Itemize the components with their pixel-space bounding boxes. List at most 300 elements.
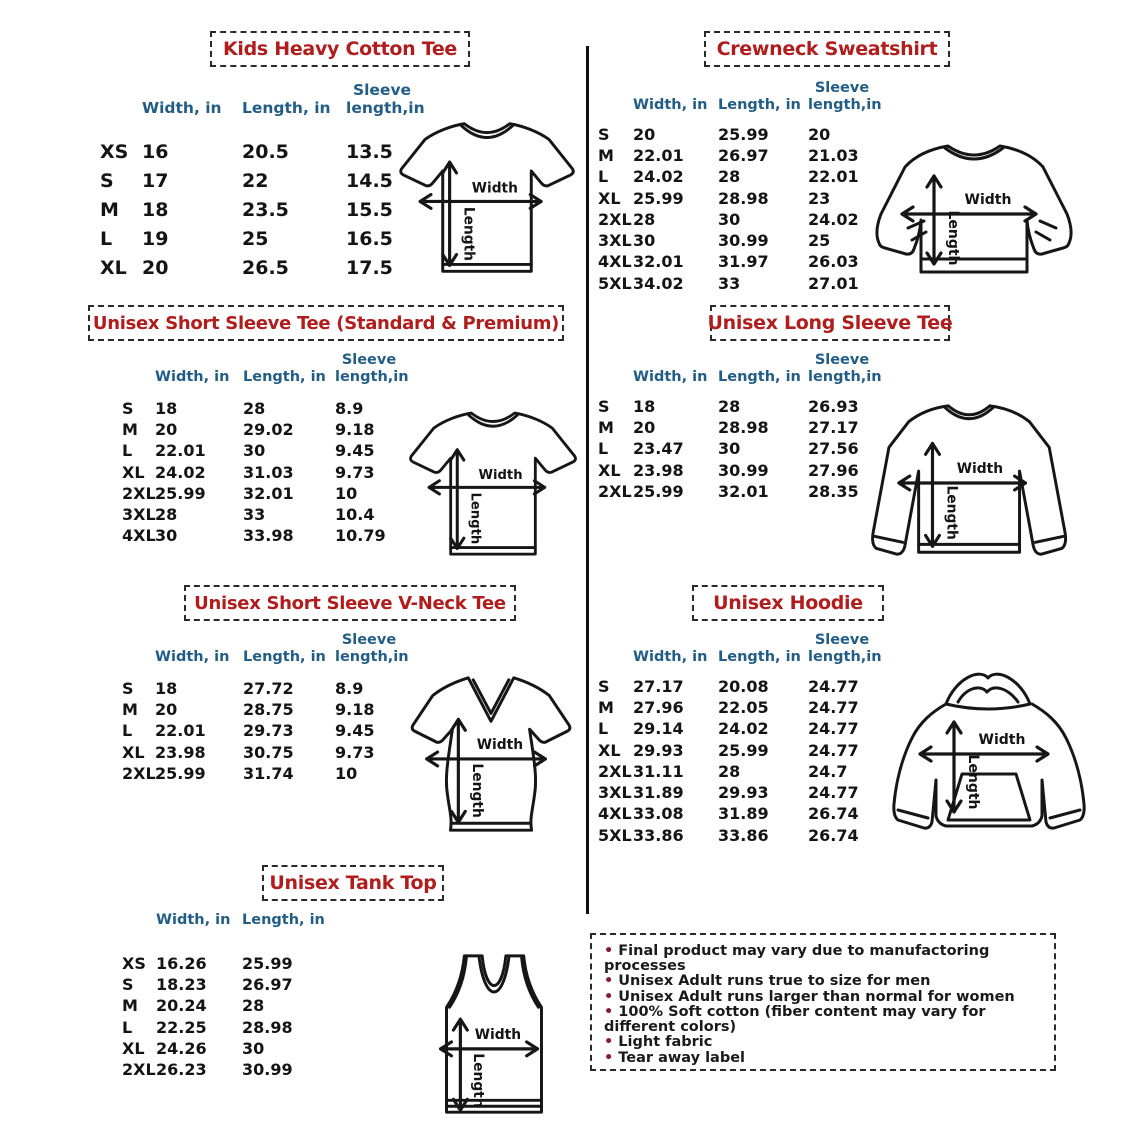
measurement-value: 30.99 bbox=[242, 1060, 293, 1080]
size-row bbox=[598, 460, 886, 481]
measurement-value: 28 bbox=[718, 761, 741, 781]
size-row bbox=[100, 196, 418, 225]
size-label: S bbox=[122, 678, 134, 698]
measurement-value: 31.03 bbox=[243, 462, 294, 482]
section-title-text: Unisex Hoodie bbox=[713, 592, 863, 614]
measurement-value: 15.5 bbox=[346, 198, 393, 221]
size-label: L bbox=[100, 227, 113, 250]
measurement-value: 24.02 bbox=[808, 209, 859, 229]
measurement-value: 28 bbox=[633, 209, 656, 229]
measurement-value: 28 bbox=[243, 398, 266, 418]
tank-top-size-table bbox=[122, 912, 342, 1081]
section-title-text: Unisex Short Sleeve V-Neck Tee bbox=[194, 592, 506, 614]
measurement-value: 18 bbox=[155, 398, 178, 418]
size-label: L bbox=[122, 1017, 133, 1037]
measurement-value: 8.9 bbox=[335, 678, 364, 698]
measurement-value: 10 bbox=[335, 483, 358, 503]
width-label: Width bbox=[978, 732, 1026, 748]
size-row bbox=[100, 167, 418, 196]
measurement-value: 27.17 bbox=[633, 676, 684, 696]
measurement-value: 26.03 bbox=[808, 252, 859, 272]
measurement-value: 22.25 bbox=[156, 1017, 207, 1037]
size-label: M bbox=[598, 145, 614, 165]
note-text: Unisex Adult runs true to size for men bbox=[618, 973, 931, 990]
width-column-header: Width, in bbox=[633, 368, 708, 385]
width-label: Width bbox=[964, 192, 1012, 208]
measurement-value: 30 bbox=[155, 526, 178, 546]
measurement-value: 30 bbox=[633, 231, 656, 251]
note-text: 100% Soft cotton (fiber content may vary for different colors) bbox=[604, 1003, 986, 1036]
measurement-value: 25.99 bbox=[633, 481, 684, 501]
measurement-value: 26.97 bbox=[718, 145, 769, 165]
measurement-value: 28 bbox=[718, 167, 741, 187]
measurement-value: 26.5 bbox=[242, 256, 289, 279]
size-row bbox=[100, 254, 418, 283]
size-label: 5XL bbox=[598, 273, 632, 293]
measurement-value: 34.02 bbox=[633, 273, 684, 293]
measurement-value: 31.89 bbox=[633, 783, 684, 803]
size-label: 2XL bbox=[598, 481, 632, 501]
measurement-value: 29.02 bbox=[243, 419, 294, 439]
size-row bbox=[122, 995, 342, 1016]
size-label: XL bbox=[122, 742, 145, 762]
measurement-value: 20.08 bbox=[718, 676, 769, 696]
measurement-value: 28 bbox=[155, 505, 178, 525]
measurement-value: 22.01 bbox=[633, 145, 684, 165]
measurement-value: 22.01 bbox=[155, 441, 206, 461]
size-label: XL bbox=[598, 740, 621, 760]
measurement-value: 24.77 bbox=[808, 783, 859, 803]
note-item bbox=[604, 1035, 1044, 1050]
bullet-icon: • bbox=[604, 1003, 614, 1020]
length-label: Length bbox=[965, 754, 981, 810]
table-body bbox=[122, 398, 415, 547]
size-label: S bbox=[598, 396, 610, 416]
measurement-value: 32.01 bbox=[633, 252, 684, 272]
width-column-header: Width, in bbox=[633, 648, 708, 665]
size-row bbox=[122, 504, 415, 525]
bullet-icon: • bbox=[604, 1034, 614, 1051]
size-row bbox=[122, 742, 415, 763]
section-title-text: Crewneck Sweatshirt bbox=[716, 38, 938, 60]
size-row bbox=[122, 462, 415, 483]
size-label: 4XL bbox=[122, 526, 156, 546]
size-row bbox=[122, 1017, 342, 1038]
table-header-row bbox=[598, 352, 886, 386]
measurement-value: 27.96 bbox=[808, 460, 859, 480]
size-row bbox=[598, 209, 886, 230]
measurement-value: 28 bbox=[242, 996, 265, 1016]
measurement-value: 25 bbox=[242, 227, 269, 250]
measurement-value: 33.98 bbox=[243, 526, 294, 546]
sleeve-column-header: Sleeve length,in bbox=[808, 352, 882, 385]
bullet-icon: • bbox=[604, 973, 614, 990]
size-row bbox=[598, 697, 886, 718]
section-title-unisex-vneck-tee bbox=[184, 585, 516, 621]
measurement-value: 17 bbox=[142, 169, 169, 192]
table-body bbox=[122, 678, 415, 784]
measurement-value: 9.18 bbox=[335, 419, 375, 439]
long-sleeve-tee-size-table bbox=[598, 352, 886, 502]
size-label: 3XL bbox=[598, 783, 632, 803]
size-row bbox=[598, 396, 886, 417]
measurement-value: 24.26 bbox=[156, 1039, 207, 1058]
measurement-value: 27.17 bbox=[808, 417, 859, 437]
size-label: 2XL bbox=[122, 1060, 156, 1080]
measurement-value: 20.24 bbox=[156, 996, 207, 1016]
measurement-value: 25.99 bbox=[155, 483, 206, 503]
section-title-text: Unisex Short Sleeve Tee (Standard & Premium) bbox=[92, 312, 560, 334]
measurement-value: 24.02 bbox=[718, 719, 769, 739]
measurement-value: 27.96 bbox=[633, 697, 684, 717]
size-row bbox=[598, 676, 886, 697]
size-label: 4XL bbox=[598, 804, 632, 824]
size-label: L bbox=[122, 721, 133, 741]
table-header-row bbox=[100, 81, 425, 118]
size-label: 2XL bbox=[122, 763, 156, 783]
measurement-value: 33.86 bbox=[718, 825, 769, 845]
length-label: Length bbox=[945, 210, 961, 266]
size-label: XS bbox=[100, 140, 129, 163]
size-label: XL bbox=[122, 1039, 145, 1058]
measurement-value: 27.56 bbox=[808, 439, 859, 459]
measurement-value: 29.93 bbox=[718, 783, 769, 803]
measurement-value: 33.08 bbox=[633, 804, 684, 824]
width-label: Width bbox=[956, 461, 1004, 478]
size-row bbox=[598, 740, 886, 761]
measurement-value: 19 bbox=[142, 227, 169, 250]
table-header-row bbox=[598, 632, 886, 666]
measurement-value: 30 bbox=[243, 441, 266, 461]
measurement-value: 28.98 bbox=[718, 188, 769, 208]
vneck-tee-illustration bbox=[398, 662, 584, 848]
width-column-header: Width, in bbox=[155, 368, 230, 385]
measurement-value: 20 bbox=[142, 256, 169, 279]
measurement-value: 29.73 bbox=[243, 721, 294, 741]
size-label: 2XL bbox=[598, 209, 632, 229]
measurement-value: 33 bbox=[243, 505, 266, 525]
note-text: Tear away label bbox=[618, 1049, 746, 1066]
size-row bbox=[122, 1038, 342, 1059]
measurement-value: 14.5 bbox=[346, 169, 393, 192]
width-label: Width bbox=[476, 737, 524, 754]
size-row bbox=[598, 782, 886, 803]
measurement-value: 31.11 bbox=[633, 761, 684, 781]
bullet-icon: • bbox=[604, 988, 614, 1005]
measurement-value: 30.99 bbox=[718, 231, 769, 251]
measurement-value: 30 bbox=[718, 439, 741, 459]
measurement-value: 25.99 bbox=[718, 740, 769, 760]
measurement-value: 20 bbox=[633, 417, 656, 437]
size-label: XL bbox=[598, 188, 621, 208]
size-label: M bbox=[122, 996, 138, 1016]
size-label: S bbox=[122, 398, 134, 418]
size-label: 3XL bbox=[122, 505, 156, 525]
size-row bbox=[100, 225, 418, 254]
measurement-value: 8.9 bbox=[335, 398, 364, 418]
size-row bbox=[598, 145, 886, 166]
note-item bbox=[604, 944, 1044, 974]
bullet-icon: • bbox=[604, 1049, 614, 1066]
sleeve-column-header: Sleeve length,in bbox=[346, 81, 425, 117]
note-item bbox=[604, 974, 1044, 989]
size-label: 3XL bbox=[598, 231, 632, 251]
size-row bbox=[122, 483, 415, 504]
size-label: L bbox=[598, 719, 609, 739]
measurement-value: 30 bbox=[718, 209, 741, 229]
measurement-value: 9.45 bbox=[335, 721, 375, 741]
measurement-value: 26.23 bbox=[156, 1060, 207, 1080]
size-label: S bbox=[122, 975, 134, 995]
measurement-value: 24.77 bbox=[808, 740, 859, 760]
tank-top-illustration bbox=[416, 944, 572, 1128]
size-row bbox=[598, 230, 886, 251]
size-label: XL bbox=[598, 460, 621, 480]
size-row bbox=[100, 138, 418, 167]
size-label: M bbox=[122, 699, 138, 719]
section-title-text: Unisex Tank Top bbox=[269, 872, 437, 894]
size-row bbox=[122, 525, 415, 546]
length-column-header: Length, in bbox=[718, 96, 801, 113]
size-row bbox=[122, 398, 415, 419]
section-title-kids-heavy-cotton-tee bbox=[210, 31, 470, 67]
size-row bbox=[122, 440, 415, 461]
measurement-value: 18 bbox=[633, 396, 656, 416]
note-item bbox=[604, 1005, 1044, 1035]
size-label: XL bbox=[100, 256, 127, 279]
size-label: L bbox=[122, 441, 133, 461]
measurement-value: 24.02 bbox=[155, 462, 206, 482]
measurement-value: 22.05 bbox=[718, 697, 769, 717]
section-title-unisex-long-sleeve-tee bbox=[707, 305, 953, 341]
measurement-value: 30 bbox=[242, 1039, 265, 1058]
width-label: Width bbox=[478, 467, 523, 483]
size-label: L bbox=[598, 439, 609, 459]
size-row bbox=[598, 166, 886, 187]
measurement-value: 32.01 bbox=[243, 483, 294, 503]
size-label: M bbox=[100, 198, 119, 221]
measurement-value: 26.97 bbox=[242, 975, 293, 995]
size-label: S bbox=[598, 124, 610, 144]
size-row bbox=[598, 761, 886, 782]
measurement-value: 16 bbox=[142, 140, 169, 163]
measurement-value: 28.98 bbox=[242, 1017, 293, 1037]
size-row bbox=[598, 124, 886, 145]
width-column-header: Width, in bbox=[156, 912, 231, 928]
size-row bbox=[122, 953, 342, 974]
measurement-value: 24.02 bbox=[633, 167, 684, 187]
size-row bbox=[122, 763, 415, 784]
kids-tee-size-table bbox=[100, 81, 425, 283]
measurement-value: 30.99 bbox=[718, 460, 769, 480]
size-row bbox=[598, 803, 886, 824]
measurement-value: 28.98 bbox=[718, 417, 769, 437]
size-label: S bbox=[598, 676, 610, 696]
measurement-value: 32.01 bbox=[718, 481, 769, 501]
measurement-value: 9.73 bbox=[335, 742, 375, 762]
measurement-value: 18.23 bbox=[156, 975, 207, 995]
kangaroo-pocket bbox=[948, 774, 1030, 820]
size-row bbox=[598, 417, 886, 438]
size-row bbox=[122, 974, 342, 995]
sleeve-column-header: Sleeve length,in bbox=[808, 80, 882, 113]
length-label: Length bbox=[943, 485, 960, 540]
measurement-value: 21.03 bbox=[808, 145, 859, 165]
size-label: 4XL bbox=[598, 252, 632, 272]
sweatshirt-outline bbox=[877, 146, 1071, 272]
measurement-value: 28.35 bbox=[808, 481, 859, 501]
size-row bbox=[122, 419, 415, 440]
size-row bbox=[122, 699, 415, 720]
size-row bbox=[598, 825, 886, 846]
hoodie-illustration bbox=[882, 662, 1096, 860]
measurement-value: 10.4 bbox=[335, 505, 375, 525]
measurement-value: 28 bbox=[718, 396, 741, 416]
table-header-row bbox=[122, 632, 415, 666]
length-label: Length bbox=[467, 492, 483, 545]
sleeve-column-header: Sleeve length,in bbox=[335, 632, 409, 665]
size-row bbox=[598, 718, 886, 739]
measurement-value: 10.79 bbox=[335, 526, 386, 546]
measurement-value: 17.5 bbox=[346, 256, 393, 279]
table-body bbox=[598, 396, 886, 502]
crewneck-size-table bbox=[598, 80, 886, 294]
measurement-value: 16.5 bbox=[346, 227, 393, 250]
width-column-header: Width, in bbox=[142, 98, 222, 117]
table-body bbox=[100, 138, 418, 283]
length-label: Length bbox=[460, 206, 477, 262]
measurement-value: 25.99 bbox=[718, 124, 769, 144]
size-label: M bbox=[598, 697, 614, 717]
measurement-value: 22.01 bbox=[808, 167, 859, 187]
size-label: M bbox=[598, 417, 614, 437]
size-row bbox=[122, 1059, 342, 1080]
size-row bbox=[598, 188, 886, 209]
measurement-value: 9.73 bbox=[335, 462, 375, 482]
size-label: 2XL bbox=[598, 761, 632, 781]
length-column-header: Length, in bbox=[242, 98, 331, 117]
measurement-value: 31.89 bbox=[718, 804, 769, 824]
measurement-value: 25 bbox=[808, 231, 831, 251]
measurement-value: 25.99 bbox=[633, 188, 684, 208]
sleeve-column-header: Sleeve length,in bbox=[808, 632, 882, 665]
width-label: Width bbox=[474, 1026, 522, 1043]
measurement-value: 23.98 bbox=[633, 460, 684, 480]
length-column-header: Length, in bbox=[242, 912, 325, 928]
hoodie-size-table bbox=[598, 632, 886, 846]
measurement-value: 26.93 bbox=[808, 396, 859, 416]
size-row bbox=[598, 251, 886, 272]
length-label: Length bbox=[469, 763, 486, 818]
sleeve-column-header: Sleeve length,in bbox=[335, 352, 409, 385]
measurement-value: 30.75 bbox=[243, 742, 294, 762]
measurement-value: 10 bbox=[335, 763, 358, 783]
table-body bbox=[598, 124, 886, 294]
measurement-value: 22 bbox=[242, 169, 269, 192]
size-row bbox=[122, 720, 415, 741]
measurement-value: 29.93 bbox=[633, 740, 684, 760]
measurement-value: 9.45 bbox=[335, 441, 375, 461]
width-column-header: Width, in bbox=[633, 96, 708, 113]
sweatshirt-illustration bbox=[868, 128, 1080, 296]
length-column-header: Length, in bbox=[718, 648, 801, 665]
section-title-unisex-short-sleeve-tee bbox=[88, 305, 564, 341]
measurement-value: 18 bbox=[142, 198, 169, 221]
size-label: L bbox=[598, 167, 609, 187]
measurement-value: 29.14 bbox=[633, 719, 684, 739]
measurement-value: 27.01 bbox=[808, 273, 859, 293]
section-title-unisex-hoodie bbox=[692, 585, 884, 621]
measurement-value: 18 bbox=[155, 678, 178, 698]
length-column-header: Length, in bbox=[243, 368, 326, 385]
size-row bbox=[598, 481, 886, 502]
vneck-tee-size-table bbox=[122, 632, 415, 784]
width-column-header: Width, in bbox=[155, 648, 230, 665]
length-column-header: Length, in bbox=[243, 648, 326, 665]
note-item bbox=[604, 1051, 1044, 1066]
size-label: S bbox=[100, 169, 114, 192]
table-header-row bbox=[122, 912, 342, 929]
measurement-value: 24.77 bbox=[808, 676, 859, 696]
measurement-value: 26.74 bbox=[808, 804, 859, 824]
measurement-value: 23.98 bbox=[155, 742, 206, 762]
size-row bbox=[598, 273, 886, 294]
measurement-value: 16.26 bbox=[156, 953, 207, 973]
long-sleeve-tee-illustration bbox=[862, 392, 1092, 575]
measurement-value: 20 bbox=[808, 124, 831, 144]
length-column-header: Length, in bbox=[718, 368, 801, 385]
measurement-value: 9.18 bbox=[335, 699, 375, 719]
section-title-crewneck-sweatshirt bbox=[704, 31, 950, 67]
note-text: Unisex Adult runs larger than normal for women bbox=[618, 988, 1015, 1005]
note-item bbox=[604, 990, 1044, 1005]
measurement-value: 23.5 bbox=[242, 198, 289, 221]
size-row bbox=[598, 438, 886, 459]
measurement-value: 23 bbox=[808, 188, 831, 208]
width-label: Width bbox=[471, 180, 518, 197]
measurement-value: 24.77 bbox=[808, 719, 859, 739]
bullet-icon: • bbox=[604, 943, 614, 959]
measurement-value: 25.99 bbox=[155, 763, 206, 783]
measurement-value: 20 bbox=[633, 124, 656, 144]
measurement-value: 28.75 bbox=[243, 699, 294, 719]
size-label: M bbox=[122, 419, 138, 439]
measurement-value: 25.99 bbox=[242, 953, 293, 973]
length-label: Length bbox=[470, 1053, 487, 1108]
section-title-text: Unisex Long Sleeve Tee bbox=[707, 312, 953, 334]
section-title-text: Kids Heavy Cotton Tee bbox=[222, 38, 458, 60]
short-sleeve-tee-size-table bbox=[122, 352, 415, 547]
size-label: XS bbox=[122, 953, 146, 973]
tshirt-illustration bbox=[398, 398, 588, 572]
measurement-value: 22.01 bbox=[155, 721, 206, 741]
measurement-value: 33 bbox=[718, 273, 741, 293]
table-body bbox=[122, 953, 342, 1081]
measurement-value: 24.7 bbox=[808, 761, 848, 781]
note-text: Final product may vary due to manufactoring processes bbox=[604, 943, 990, 975]
tshirt-illustration bbox=[388, 108, 586, 290]
product-notes-box bbox=[590, 933, 1056, 1071]
measurement-value: 20.5 bbox=[242, 140, 289, 163]
note-text: Light fabric bbox=[618, 1034, 713, 1051]
measurement-value: 31.74 bbox=[243, 763, 294, 783]
measurement-value: 26.74 bbox=[808, 825, 859, 845]
measurement-value: 24.77 bbox=[808, 697, 859, 717]
table-header-row bbox=[598, 80, 886, 114]
measurement-value: 13.5 bbox=[346, 140, 393, 163]
measurement-value: 27.72 bbox=[243, 678, 294, 698]
size-label: 5XL bbox=[598, 825, 632, 845]
